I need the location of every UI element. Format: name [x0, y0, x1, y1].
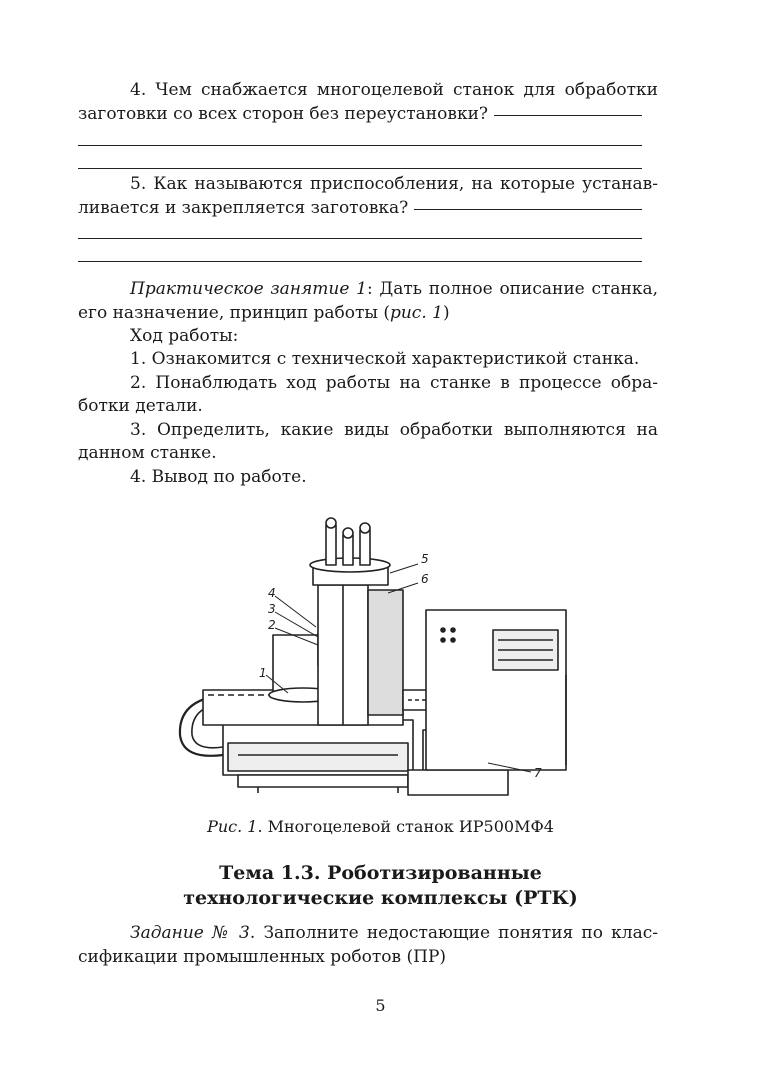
callout-4: 4 — [268, 586, 276, 600]
step-1: 1. Ознакомится с технической характеристикой станка. — [130, 349, 640, 369]
workflow-title: Ход работы: — [130, 326, 239, 346]
page-number: 5 — [375, 996, 386, 1015]
callout-1: 1 — [259, 666, 267, 680]
machine-bed — [223, 720, 413, 793]
practice-line2-pre: его назначение, принцип работы ( — [78, 303, 390, 323]
q5-line2-text: ливается и закрепляется заготовка? — [78, 198, 409, 218]
figure-caption-text: Многоцелевой станок ИР500МФ4 — [262, 817, 554, 836]
step-2-line2: ботки детали. — [78, 396, 203, 416]
q4-answer-line-3[interactable] — [78, 168, 642, 169]
figure-caption-label: Рис. 1. — [207, 817, 263, 836]
machine-tool-illustration — [168, 515, 598, 820]
q5-answer-line-3[interactable] — [78, 261, 642, 262]
step-3-line2: данном станке. — [78, 443, 217, 463]
task-label: Задание № 3 — [130, 923, 250, 943]
q5-answer-line-2[interactable] — [78, 238, 642, 239]
practice-text1: : Дать полное описание станка, — [366, 279, 659, 299]
practice-figure-ref: рис. 1 — [389, 303, 443, 323]
step-4: 4. Вывод по работе. — [130, 467, 307, 487]
q4-line2 — [78, 103, 642, 125]
practice-line2 — [78, 302, 658, 324]
step-3-line1: 3. Определить, какие виды обработки выполняются на — [130, 420, 658, 440]
callout-6: 6 — [421, 572, 429, 586]
q4-line2-text: заготовки со всех сторон без переустановки? — [78, 104, 489, 124]
practice-label: Практическое занятие 1 — [130, 279, 367, 299]
q5-answer-line[interactable] — [414, 209, 642, 210]
tool-magazine — [310, 518, 390, 585]
q5-line2 — [78, 197, 642, 219]
topic-heading-line2: технологические комплексы (РТК) — [183, 887, 578, 909]
control-cabinet — [426, 610, 566, 770]
column — [318, 585, 403, 725]
topic-heading-line1: Тема 1.3. Роботизированные — [219, 862, 542, 884]
practice-line1 — [130, 278, 658, 300]
step-2-line1: 2. Понаблюдать ход работы на станке в процессе обра- — [130, 373, 658, 393]
callout-5: 5 — [421, 552, 429, 566]
q4-answer-line-2[interactable] — [78, 145, 642, 146]
task-line2: сификации промышленных роботов (ПР) — [78, 947, 447, 967]
q4-line1: 4. Чем снабжается многоцелевой станок для обработки — [130, 80, 658, 100]
callout-2: 2 — [268, 618, 276, 632]
callout-7: 7 — [534, 766, 542, 780]
practice-line2-post: ) — [442, 303, 450, 323]
q4-answer-line[interactable] — [494, 115, 642, 116]
callout-3: 3 — [268, 602, 276, 616]
task-text1: . Заполните недостающие понятия по клас- — [249, 923, 658, 943]
task-line1 — [130, 922, 658, 944]
figure-caption — [0, 816, 761, 838]
q5-line1: 5. Как называются приспособления, на которые устанав- — [130, 174, 658, 194]
